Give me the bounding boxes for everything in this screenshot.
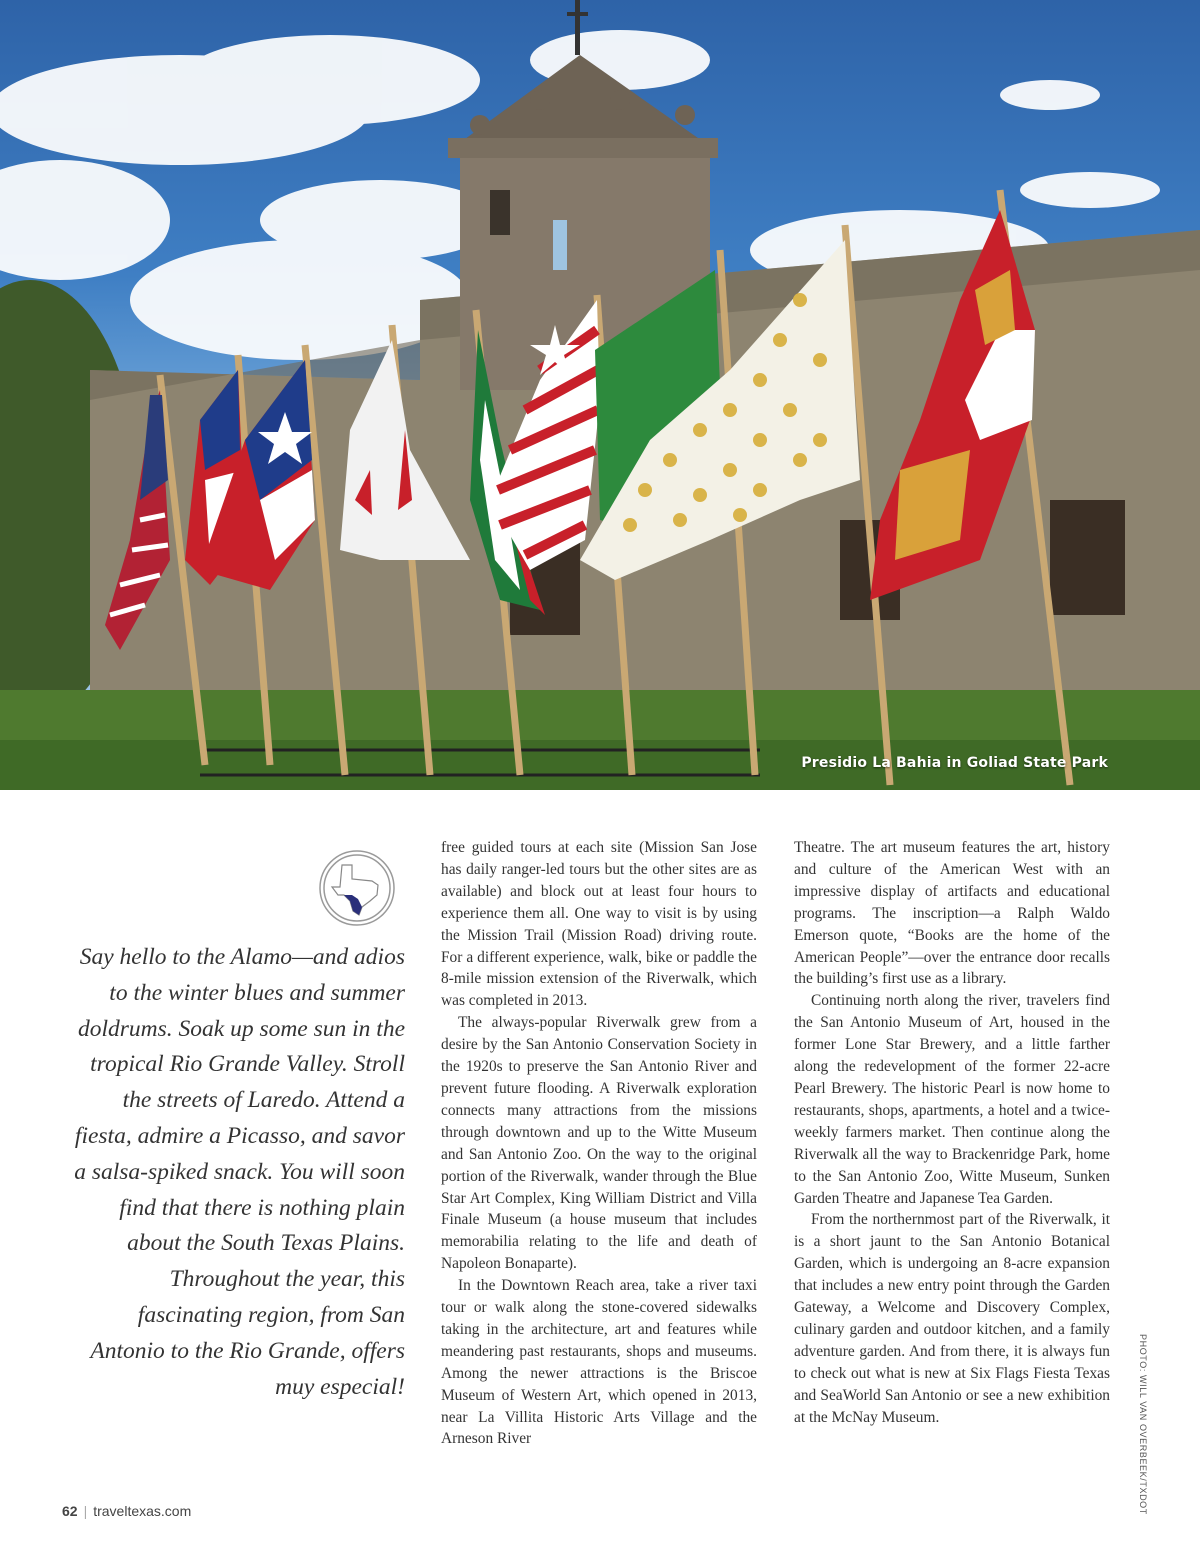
pull-quote: Say hello to the Alamo—and adios to the winter blues and summer doldrums. Soak up some sun in the tropical Rio Grande Valley. Stroll the streets of Laredo. Attend a fiesta, admire a Picasso, and savor a salsa-spiked snack. You will soon find that there is nothing plain about the South Texas Plains. Throughout the year, this fascinating region, from San Antonio to the Rio Grande, offers muy especial! (74, 944, 405, 1400)
texas-map-icon (318, 849, 396, 927)
photo-caption: Presidio La Bahia in Goliad State Park (801, 755, 1108, 771)
paragraph: In the Downtown Reach area, take a river taxi tour or walk along the stone-covered sidewalks taking in the architecture, art and features while meandering past restaurants, shops and museums. Among the newer attractions is the Briscoe Museum of Western Art, which opened in 2013, near La Villita Historic Arts Village and the Arneson River (441, 1277, 757, 1448)
paragraph: Continuing north along the river, travelers find the San Antonio Museum of Art, housed in the former Lone Star Brewery, and a little farther along the redevelopment of the former 22-acre Pearl Brewery. The historic Pearl is now home to restaurants, shops, apartments, a hotel and a twice-weekly farmers market. Then continue along the Riverwalk all the way to Brackenridge Park, home to the San Antonio Zoo, Witte Museum, Sunken Garden Theatre and Japanese Tea Garden. (794, 992, 1110, 1207)
paragraph: The always-popular Riverwalk grew from a desire by the San Antonio Conservation Society in the 1920s to preserve the San Antonio River and prevent future flooding. A Riverwalk exploration connects many attractions from the missions through downtown and up to the Witte Museum and San Antonio Zoo. On the way to the original portion of the Riverwalk, wander through the Blue Star Art Complex, King William District and Villa Finale Museum (a house museum that includes memorabilia relating to the life and death of Napoleon Bonaparte). (441, 1014, 757, 1273)
paragraph: free guided tours at each site (Mission San Jose has daily ranger-led tours but the other sites are as available) and block out at least four hours to experience them all. One way to visit is by using the Mission Trail (Mission Road) driving route. For a different experience, walk, bike or paddle the 8-mile mission extension of the Riverwalk, which was completed in 2013. (441, 839, 757, 1010)
footer-separator: | (83, 1503, 88, 1519)
page-number: 62 (62, 1503, 78, 1519)
site-link[interactable]: traveltexas.com (93, 1503, 192, 1519)
photo-credit: PHOTO: WILL VAN OVERBEEK/TXDOT (1138, 1334, 1148, 1515)
article-column-2 (794, 837, 1110, 1428)
article-column-1 (441, 837, 757, 1450)
page-footer (62, 1503, 191, 1519)
paragraph: From the northernmost part of the Riverwalk, it is a short jaunt to the San Antonio Botanical Garden, which is undergoing an 8-acre expansion that includes a new entry point through the Garden Gateway, a Welcome and Discovery Complex, culinary garden and outdoor kitchen, and a family adventure garden. And from there, it is always fun to check out what is new at Six Flags Fiesta Texas and SeaWorld San Antonio or see a new exhibition at the McNay Museum. (794, 1211, 1110, 1426)
paragraph: Theatre. The art museum features the art, history and culture of the American West with an impressive display of artifacts and educational programs. The inscription—a Ralph Waldo Emerson quote, “Books are the home of the American People”—over the entrance door recalls the building’s first use as a library. (794, 839, 1110, 988)
